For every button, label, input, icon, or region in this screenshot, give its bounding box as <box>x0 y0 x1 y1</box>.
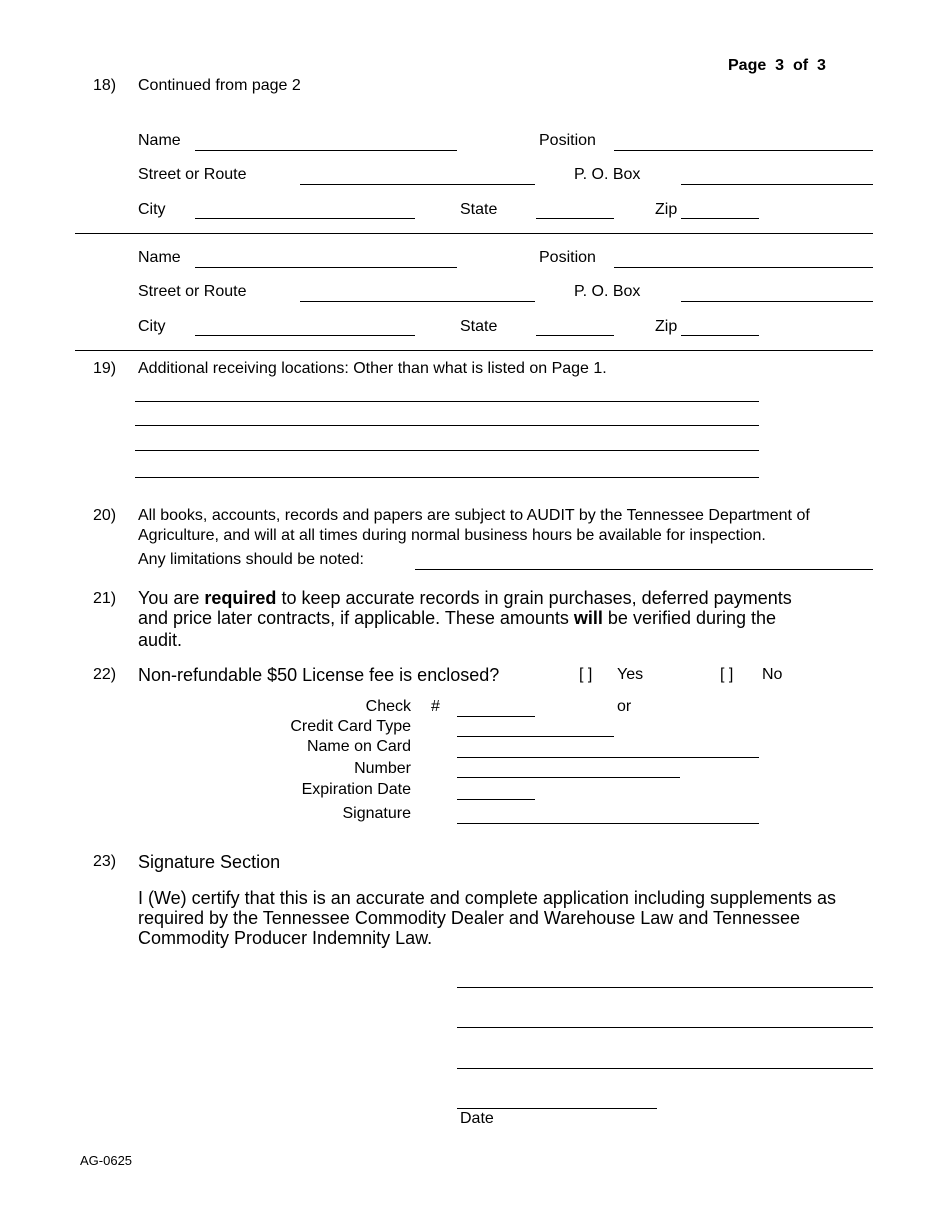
city-field-1[interactable] <box>195 218 415 219</box>
position-label-1: Position <box>539 132 596 149</box>
audit-text-line-2: Agriculture, and will at all times during normal business hours be available for inspection. <box>138 527 766 544</box>
city-label-1: City <box>138 201 166 218</box>
certify-text-line-1: I (We) certify that this is an accurate and complete application including supplements as <box>138 888 837 908</box>
certify-text-line-3: Commodity Producer Indemnity Law. <box>138 928 433 948</box>
check-label: Check <box>365 698 411 715</box>
cc-type-label: Credit Card Type <box>290 718 411 735</box>
street-field-1[interactable] <box>300 184 535 185</box>
audit-text-line-1: All books, accounts, records and papers are subject to AUDIT by the Tennessee Department of <box>138 507 810 524</box>
card-number-field[interactable] <box>457 777 680 778</box>
section-20-number: 20) <box>93 507 117 524</box>
date-label: Date <box>460 1110 494 1127</box>
name-on-card-label: Name on Card <box>306 738 411 755</box>
position-field-2[interactable] <box>614 267 873 268</box>
name-on-card-field[interactable] <box>457 757 759 758</box>
required-emphasis: required <box>204 588 277 608</box>
date-field[interactable] <box>457 1108 657 1109</box>
city-label-2: City <box>138 318 166 335</box>
records-text-line-1 <box>138 588 792 609</box>
receiving-location-line-3[interactable] <box>135 450 759 451</box>
page-number: 3 <box>775 57 785 74</box>
check-number-field[interactable] <box>457 716 535 717</box>
will-emphasis: will <box>573 608 603 628</box>
card-number-label: Number <box>354 760 411 777</box>
state-field-2[interactable] <box>536 335 614 336</box>
zip-label-1: Zip <box>655 201 678 218</box>
position-field-1[interactable] <box>614 150 873 151</box>
pobox-label-1: P. O. Box <box>574 166 641 183</box>
page-label: Page <box>728 57 767 74</box>
receiving-location-line-4[interactable] <box>135 477 759 478</box>
section-23-number: 23) <box>93 853 117 870</box>
street-label-1: Street or Route <box>138 166 247 183</box>
expiration-field[interactable] <box>457 799 535 800</box>
section-18-number: 18) <box>93 77 117 94</box>
signature-line-2[interactable] <box>457 1027 873 1028</box>
zip-field-2[interactable] <box>681 335 759 336</box>
yes-checkbox[interactable]: [ ] <box>579 666 593 683</box>
section-divider <box>75 350 873 351</box>
section-19-text: Additional receiving locations: Other than what is listed on Page 1. <box>138 360 607 377</box>
expiration-label: Expiration Date <box>301 781 411 798</box>
name-field-1[interactable] <box>195 150 457 151</box>
records-text-line-3: audit. <box>138 630 183 650</box>
limitations-field[interactable] <box>415 569 873 570</box>
license-fee-question: Non-refundable $50 License fee is enclosed? <box>138 665 500 685</box>
city-field-2[interactable] <box>195 335 415 336</box>
certify-text-line-2: required by the Tennessee Commodity Dealer and Warehouse Law and Tennessee <box>138 908 801 928</box>
state-label-2: State <box>460 318 498 335</box>
state-label-1: State <box>460 201 498 218</box>
name-label-1: Name <box>138 132 181 149</box>
name-label-2: Name <box>138 249 181 266</box>
signature-section-title: Signature Section <box>138 852 281 872</box>
or-label: or <box>617 698 632 715</box>
page-of: of <box>792 57 809 74</box>
card-signature-label: Signature <box>342 805 411 822</box>
receiving-location-line-1[interactable] <box>135 401 759 402</box>
section-19-number: 19) <box>93 360 117 377</box>
name-field-2[interactable] <box>195 267 457 268</box>
cc-type-field[interactable] <box>457 736 614 737</box>
no-label: No <box>762 666 783 683</box>
check-hash: # <box>431 698 440 715</box>
section-21-number: 21) <box>93 590 117 607</box>
records-text-a: You are <box>138 588 205 608</box>
state-field-1[interactable] <box>536 218 614 219</box>
pobox-field-2[interactable] <box>681 301 873 302</box>
street-field-2[interactable] <box>300 301 535 302</box>
pobox-label-2: P. O. Box <box>574 283 641 300</box>
yes-label: Yes <box>617 666 644 683</box>
signature-line-1[interactable] <box>457 987 873 988</box>
street-label-2: Street or Route <box>138 283 247 300</box>
receiving-location-line-2[interactable] <box>135 425 759 426</box>
page-total: 3 <box>816 57 826 74</box>
section-22-number: 22) <box>93 666 117 683</box>
card-signature-field[interactable] <box>457 823 759 824</box>
zip-label-2: Zip <box>655 318 678 335</box>
pobox-field-1[interactable] <box>681 184 873 185</box>
zip-field-1[interactable] <box>681 218 759 219</box>
records-text-d: be verified during the <box>602 608 777 628</box>
records-text-b: to keep accurate records in grain purchases, deferred payments <box>276 588 792 608</box>
section-divider <box>75 233 873 234</box>
no-checkbox[interactable]: [ ] <box>720 666 734 683</box>
form-id: AG-0625 <box>80 1153 133 1168</box>
records-text-c: and price later contracts, if applicable. These amounts <box>138 608 574 628</box>
position-label-2: Position <box>539 249 596 266</box>
records-text-line-2 <box>138 608 776 629</box>
page-indicator <box>728 57 826 75</box>
signature-line-3[interactable] <box>457 1068 873 1069</box>
section-18-title: Continued from page 2 <box>138 77 301 94</box>
limitations-label: Any limitations should be noted: <box>138 551 364 568</box>
